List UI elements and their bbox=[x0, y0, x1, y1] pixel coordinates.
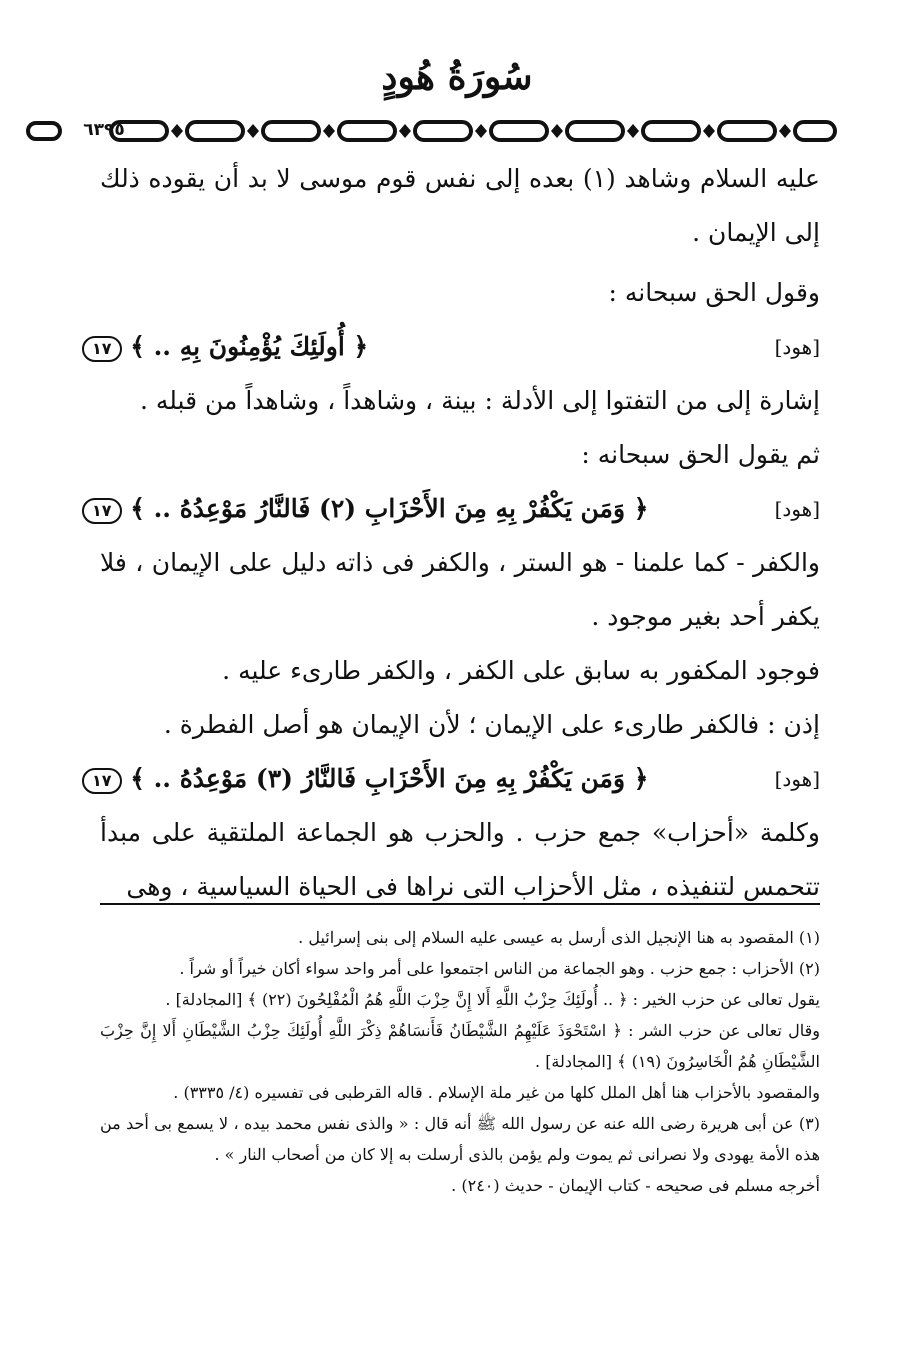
verse-reference: [هود] bbox=[774, 497, 820, 521]
footnote-divider bbox=[100, 903, 820, 905]
paragraph-2: وقول الحق سبحانه : bbox=[608, 278, 820, 307]
verse-text: ﴿ وَمَن يَكْفُرْ بِهِ مِنَ الأَحْزَابِ (٢) فَالنَّارُ مَوْعِدُهُ .. ﴾ ١٧ bbox=[82, 482, 648, 536]
paragraph-7: إذن : فالكفر طارىء على الإيمان ؛ لأن الإيمان هو أصل الفطرة . bbox=[163, 710, 820, 739]
decorative-border bbox=[101, 116, 842, 146]
verse-reference: [هود] bbox=[774, 767, 820, 791]
verse-text: ﴿ أُولَئِكَ يُؤْمِنُونَ بِهِ .. ﴾ ١٧ bbox=[82, 320, 368, 374]
footnote-2-line-b: وقال تعالى عن حزب الشر : ﴿ اسْتَحْوَذَ عَلَيْهِمُ الشَّيْطَانُ فَأَنسَاهُمْ ذِكْرَ اللَّهِ أُولَئِكَ حِزْبُ الشَّيْطَانِ أَلا إِنَّ حِزْبَ الشَّيْطَانِ هُمُ الْخَاسِرُونَ (١٩) ﴾ [المجادلة] . bbox=[100, 1021, 820, 1071]
footnote-2-line-a: يقول تعالى عن حزب الخير : ﴿ .. أُولَئِكَ حِزْبُ اللَّهِ أَلا إِنَّ حِزْبَ اللَّهِ هُمُ الْمُفْلِحُونَ (٢٢) ﴾ [المجادلة] . bbox=[165, 990, 820, 1009]
paragraph-6: فوجود المكفور به سابق على الكفر ، والكفر طارىء عليه . bbox=[222, 656, 820, 685]
paragraph-8: وكلمة «أحزاب» جمع حزب . والحزب هو الجماعة الملتقية على مبدأ تتحمس لتنفيذه ، مثل الأحزاب التى نراها فى الحياة السياسية ، وهى bbox=[100, 818, 820, 901]
quran-verse-3 bbox=[82, 752, 820, 806]
footnote-3-line-a: أخرجه مسلم فى صحيحه - كتاب الإيمان - حديث (٢٤٠) . bbox=[451, 1176, 820, 1195]
verse-text: ﴿ وَمَن يَكْفُرْ بِهِ مِنَ الأَحْزَابِ فَالنَّارُ (٣) مَوْعِدُهُ .. ﴾ ١٧ bbox=[82, 752, 648, 806]
footnote-1: (١) المقصود به هنا الإنجيل الذى أرسل به عيسى عليه السلام إلى بنى إسرائيل . bbox=[298, 928, 820, 947]
ayah-number-marker: ١٧ bbox=[82, 498, 122, 524]
paragraph-4: ثم يقول الحق سبحانه : bbox=[581, 440, 820, 469]
surah-title: سُورَةُ هُودٍ bbox=[381, 56, 533, 98]
paragraph-1: عليه السلام وشاهد (١) بعده إلى نفس قوم موسى لا بد أن يقوده ذلك إلى الإيمان . bbox=[100, 164, 820, 247]
quran-verse-1 bbox=[82, 320, 820, 374]
footnotes bbox=[100, 922, 820, 1201]
quran-verse-2 bbox=[82, 482, 820, 536]
ayah-number-marker: ١٧ bbox=[82, 336, 122, 362]
decorative-border-end bbox=[24, 121, 64, 141]
ayah-number-marker: ١٧ bbox=[82, 768, 122, 794]
page-number: ٦٣٩٥ bbox=[83, 120, 125, 140]
verse-reference: [هود] bbox=[774, 335, 820, 359]
main-text bbox=[92, 152, 820, 914]
footnote-2-line-c: والمقصود بالأحزاب هنا أهل الملل كلها من غير ملة الإسلام . قاله القرطبى فى تفسيره (٤/ ٣٣٣٥) . bbox=[173, 1083, 820, 1102]
footnote-2: (٢) الأحزاب : جمع حزب . وهو الجماعة من الناس اجتمعوا على أمر واحد سواء أكان خيراً أو شراً . bbox=[179, 959, 820, 978]
footnote-3: (٣) عن أبى هريرة رضى الله عنه عن رسول الله ﷺ أنه قال : « والذى نفس محمد بيده ، لا يسمع بى أحد من هذه الأمة يهودى ولا نصرانى ثم يموت ولم يؤمن بالذى أرسلت به إلا كان من أصحاب النار » . bbox=[100, 1114, 820, 1164]
paragraph-3: إشارة إلى من التفتوا إلى الأدلة : بينة ، وشاهداً ، وشاهداً من قبله . bbox=[139, 386, 820, 415]
paragraph-5: والكفر - كما علمنا - هو الستر ، والكفر فى ذاته دليل على الإيمان ، فلا يكفر أحد بغير موجود . bbox=[100, 548, 820, 631]
